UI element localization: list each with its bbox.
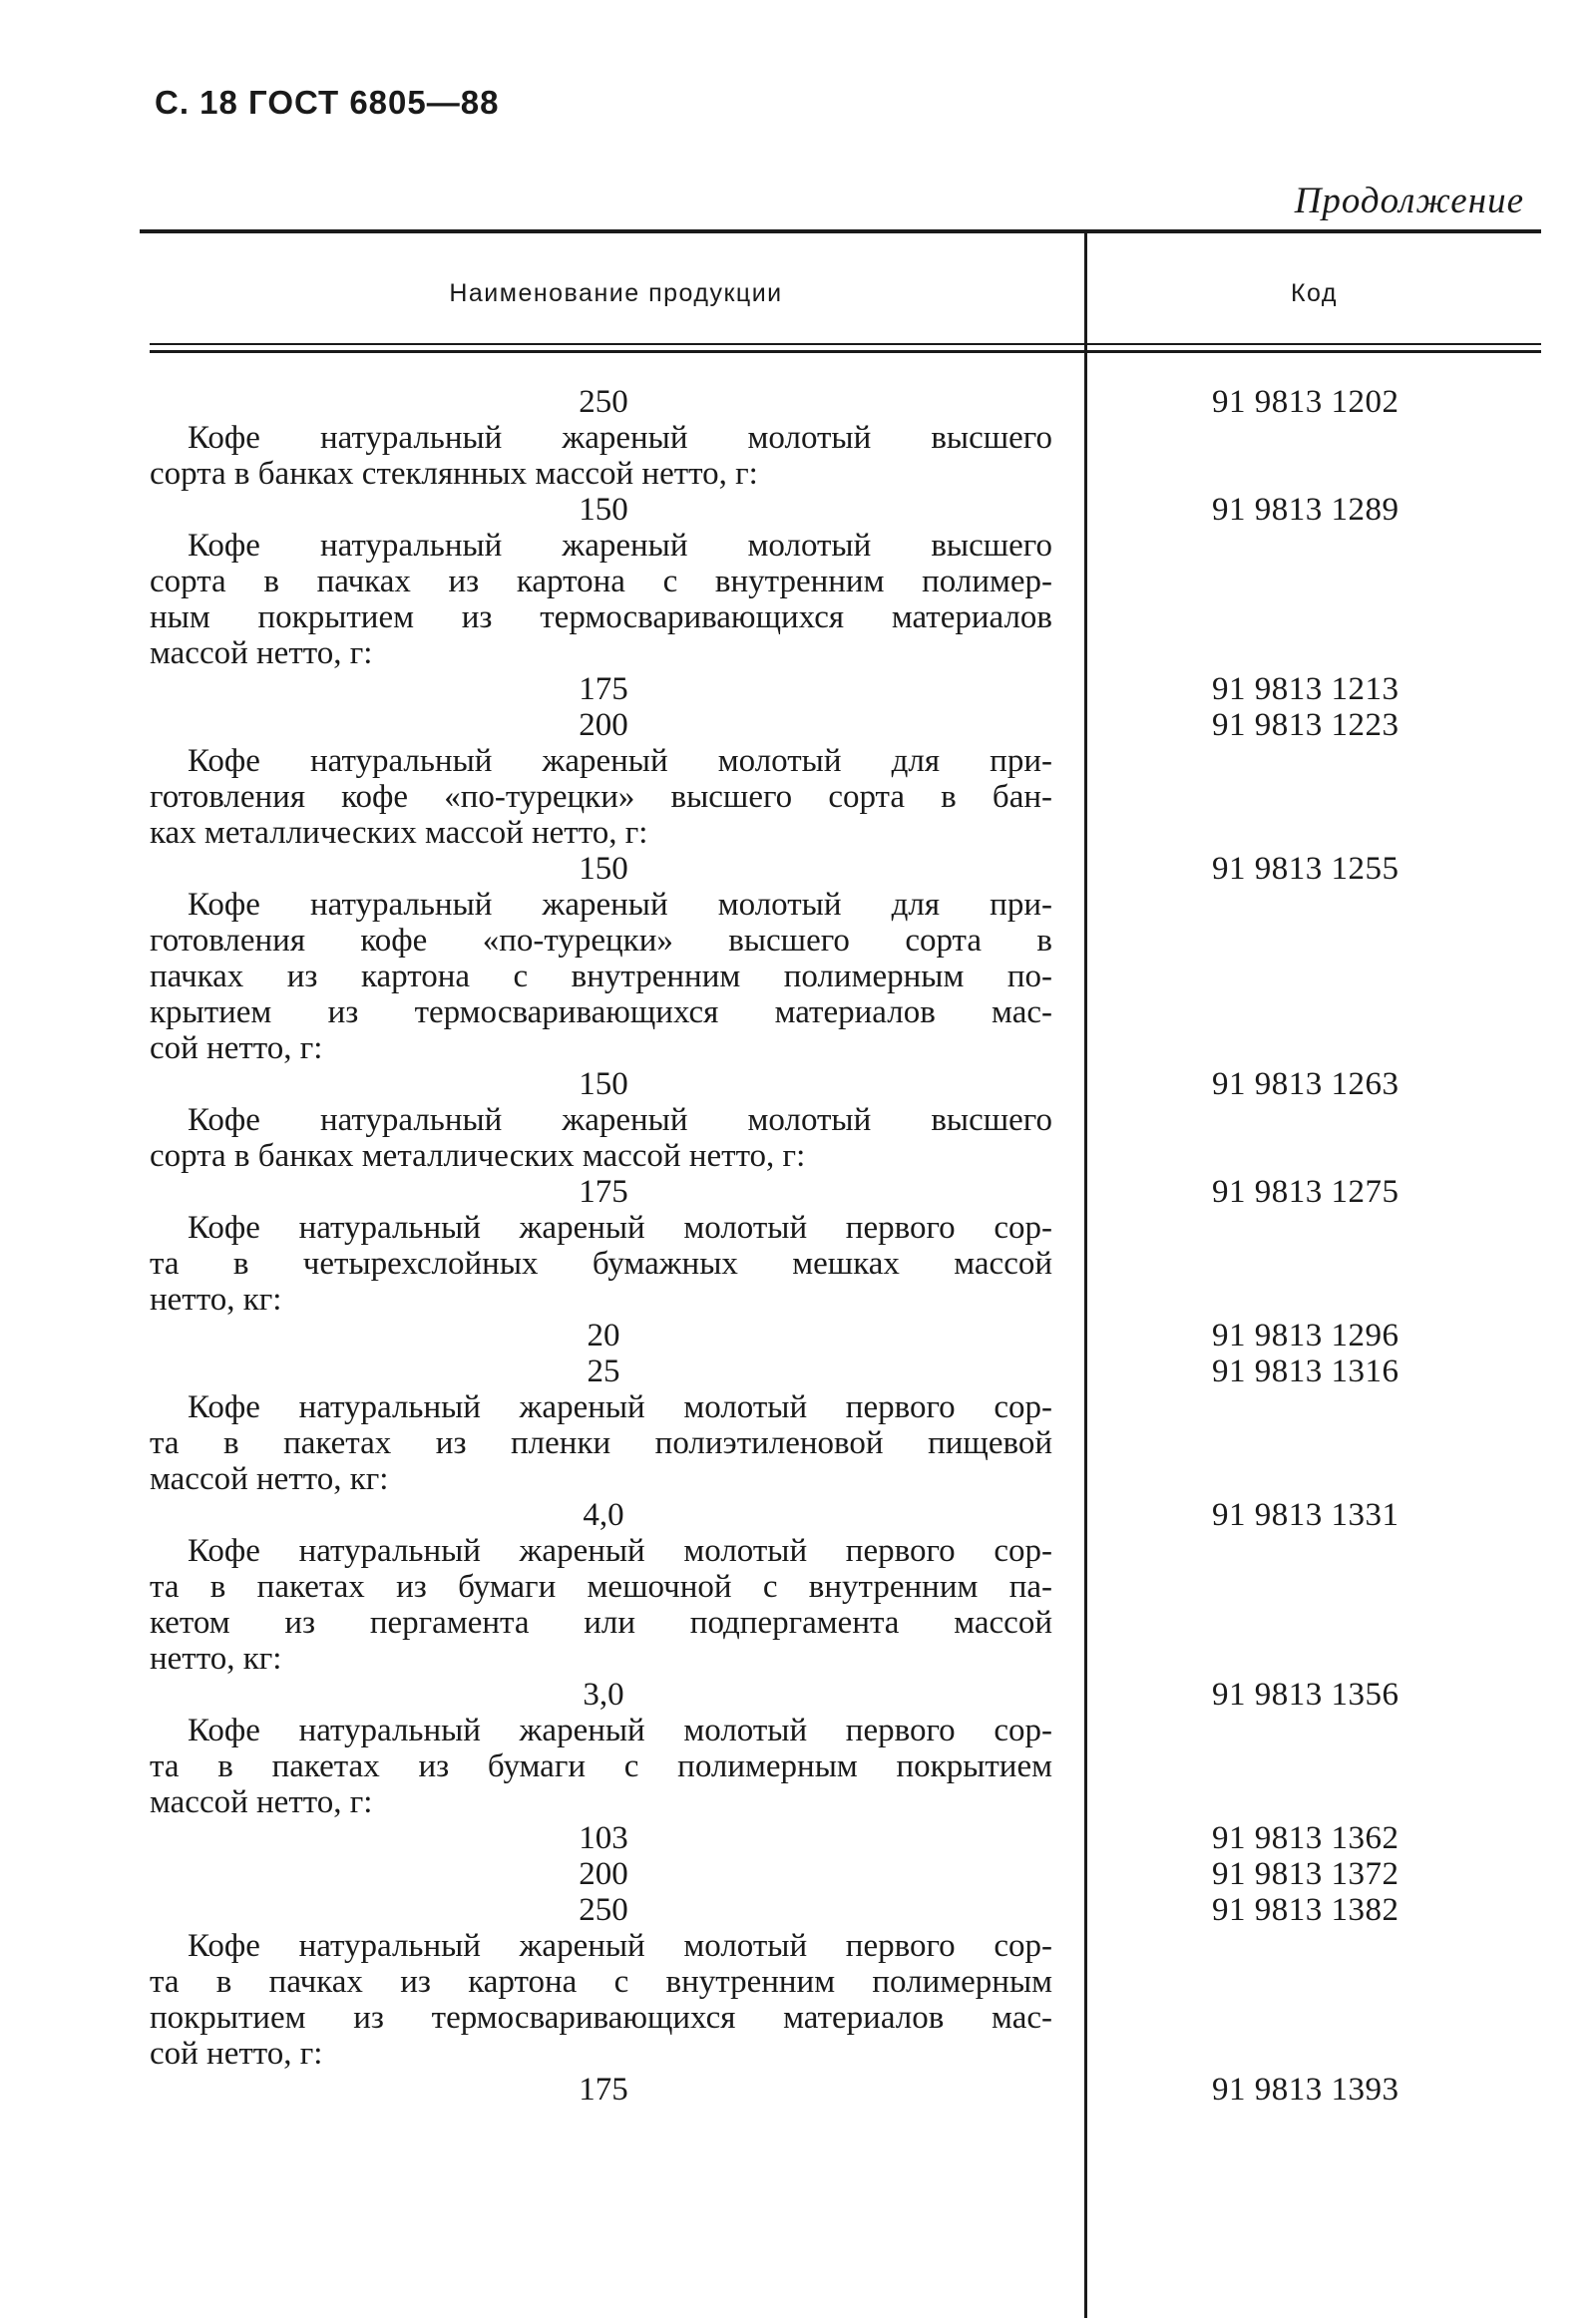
- column-header-name: Наименование продукции: [449, 279, 783, 307]
- table-top-rule: [140, 229, 1541, 233]
- product-description-line: сорта в банках металлических массой нетто, г:: [150, 1138, 806, 1174]
- product-description-line: сорта в банках стеклянных массой нетто, г:: [150, 456, 758, 492]
- table-row: [150, 1353, 1546, 1389]
- quantity-value: 175: [579, 671, 628, 707]
- table-row: [150, 887, 1546, 923]
- quantity-value: 200: [579, 1856, 628, 1892]
- product-code: 91 9813 1393: [1212, 2072, 1399, 2108]
- table-row: [150, 1964, 1546, 2000]
- table-row: [150, 1892, 1546, 1928]
- table-row: [150, 1425, 1546, 1461]
- product-code: 91 9813 1255: [1212, 851, 1399, 887]
- table-row: [150, 1569, 1546, 1605]
- table-row: [150, 1784, 1546, 1820]
- product-description-line: Кофе натуральный жареный молотый для при-: [188, 887, 1052, 923]
- table-row: [150, 420, 1546, 456]
- product-code: 91 9813 1316: [1212, 1353, 1399, 1389]
- table-row: [150, 743, 1546, 779]
- table-row: [150, 707, 1546, 743]
- table-row: [150, 1605, 1546, 1641]
- quantity-value: 250: [579, 384, 628, 420]
- product-code: 91 9813 1382: [1212, 1892, 1399, 1928]
- table-row: [150, 1677, 1546, 1713]
- product-description-line: та в пакетах из пленки полиэтиленовой пищевой: [150, 1425, 1052, 1461]
- product-description-line: готовления кофе «по-турецки» высшего сорта в: [150, 923, 1052, 959]
- quantity-value: 4,0: [583, 1497, 624, 1533]
- table-row: [150, 1533, 1546, 1569]
- product-code: 91 9813 1213: [1212, 671, 1399, 707]
- product-description-line: Кофе натуральный жареный молотый первого сор-: [188, 1389, 1052, 1425]
- product-description-line: Кофе натуральный жареный молотый первого сор-: [188, 1533, 1052, 1569]
- table-row: [150, 1174, 1546, 1210]
- product-code: 91 9813 1296: [1212, 1318, 1399, 1353]
- table-row: [150, 923, 1546, 959]
- quantity-value: 250: [579, 1892, 628, 1928]
- quantity-value: 175: [579, 1174, 628, 1210]
- quantity-value: 20: [587, 1318, 620, 1353]
- product-description-line: массой нетто, кг:: [150, 1461, 389, 1497]
- product-description-line: та в пакетах из бумаги мешочной с внутренним па-: [150, 1569, 1052, 1605]
- table-row: [150, 492, 1546, 528]
- product-description-line: ным покрытием из термосваривающихся материалов: [150, 599, 1052, 635]
- continuation-label: Продолжение: [1294, 181, 1524, 221]
- header-rule: [150, 343, 1541, 345]
- table-row: [150, 671, 1546, 707]
- table-row: [150, 384, 1546, 420]
- quantity-value: 150: [579, 1066, 628, 1102]
- product-code: 91 9813 1275: [1212, 1174, 1399, 1210]
- table-row: [150, 779, 1546, 815]
- product-description-line: та в пакетах из бумаги с полимерным покрытием: [150, 1748, 1052, 1784]
- table-row: [150, 1748, 1546, 1784]
- product-description-line: Кофе натуральный жареный молотый для при-: [188, 743, 1052, 779]
- table-row: [150, 1641, 1546, 1677]
- table-row: [150, 1138, 1546, 1174]
- header-rule-double: [150, 350, 1541, 353]
- product-description-line: массой нетто, г:: [150, 635, 373, 671]
- table-row: [150, 1066, 1546, 1102]
- table-row: [150, 528, 1546, 564]
- page-header: С. 18 ГОСТ 6805—88: [155, 84, 500, 121]
- table-row: [150, 1856, 1546, 1892]
- quantity-value: 200: [579, 707, 628, 743]
- table-row: [150, 2036, 1546, 2072]
- table-row: [150, 1210, 1546, 1246]
- table-row: [150, 851, 1546, 887]
- product-description-line: та в пачках из картона с внутренним полимерным: [150, 1964, 1052, 2000]
- table-row: [150, 1389, 1546, 1425]
- table-row: [150, 1928, 1546, 1964]
- product-code: 91 9813 1263: [1212, 1066, 1399, 1102]
- product-description-line: крытием из термосваривающихся материалов мас-: [150, 994, 1052, 1030]
- column-header-code: Код: [1290, 279, 1338, 307]
- table-row: [150, 1820, 1546, 1856]
- product-description-line: сорта в пачках из картона с внутренним полимер-: [150, 564, 1052, 599]
- product-description-line: массой нетто, г:: [150, 1784, 373, 1820]
- table-row: [150, 564, 1546, 599]
- product-code: 91 9813 1372: [1212, 1856, 1399, 1892]
- table-row: [150, 2072, 1546, 2108]
- table-row: [150, 1713, 1546, 1748]
- product-description-line: Кофе натуральный жареный молотый высшего: [188, 1102, 1052, 1138]
- product-description-line: сой нетто, г:: [150, 2036, 323, 2072]
- product-description-line: Кофе натуральный жареный молотый высшего: [188, 528, 1052, 564]
- quantity-value: 150: [579, 492, 628, 528]
- product-code: 91 9813 1356: [1212, 1677, 1399, 1713]
- table-row: [150, 1282, 1546, 1318]
- product-description-line: Кофе натуральный жареный молотый первого сор-: [188, 1928, 1052, 1964]
- product-description-line: нетто, кг:: [150, 1641, 282, 1677]
- product-description-line: пачках из картона с внутренним полимерным по-: [150, 959, 1052, 994]
- product-description-line: нетто, кг:: [150, 1282, 282, 1318]
- table-row: [150, 959, 1546, 994]
- product-description-line: кетом из пергамента или подпергамента массой: [150, 1605, 1052, 1641]
- table-row: [150, 1497, 1546, 1533]
- product-code: 91 9813 1289: [1212, 492, 1399, 528]
- quantity-value: 103: [579, 1820, 628, 1856]
- table-row: [150, 1246, 1546, 1282]
- product-description-line: покрытием из термосваривающихся материалов мас-: [150, 2000, 1052, 2036]
- table-row: [150, 1318, 1546, 1353]
- product-code: 91 9813 1331: [1212, 1497, 1399, 1533]
- table-row: [150, 994, 1546, 1030]
- table-row: [150, 2000, 1546, 2036]
- product-code: 91 9813 1223: [1212, 707, 1399, 743]
- quantity-value: 175: [579, 2072, 628, 2108]
- product-description-line: ках металлических массой нетто, г:: [150, 815, 648, 851]
- product-code: 91 9813 1202: [1212, 384, 1399, 420]
- product-description-line: Кофе натуральный жареный молотый первого сор-: [188, 1713, 1052, 1748]
- quantity-value: 150: [579, 851, 628, 887]
- table-row: [150, 1102, 1546, 1138]
- table-row: [150, 635, 1546, 671]
- table-row: [150, 815, 1546, 851]
- product-description-line: Кофе натуральный жареный молотый первого сор-: [188, 1210, 1052, 1246]
- product-description-line: готовления кофе «по-турецки» высшего сорта в бан-: [150, 779, 1052, 815]
- table-body: [150, 384, 1546, 2108]
- table-row: [150, 456, 1546, 492]
- product-code: 91 9813 1362: [1212, 1820, 1399, 1856]
- product-description-line: та в четырехслойных бумажных мешках массой: [150, 1246, 1052, 1282]
- quantity-value: 3,0: [583, 1677, 624, 1713]
- product-description-line: сой нетто, г:: [150, 1030, 323, 1066]
- quantity-value: 25: [587, 1353, 620, 1389]
- table-row: [150, 1461, 1546, 1497]
- table-row: [150, 1030, 1546, 1066]
- table-row: [150, 599, 1546, 635]
- product-description-line: Кофе натуральный жареный молотый высшего: [188, 420, 1052, 456]
